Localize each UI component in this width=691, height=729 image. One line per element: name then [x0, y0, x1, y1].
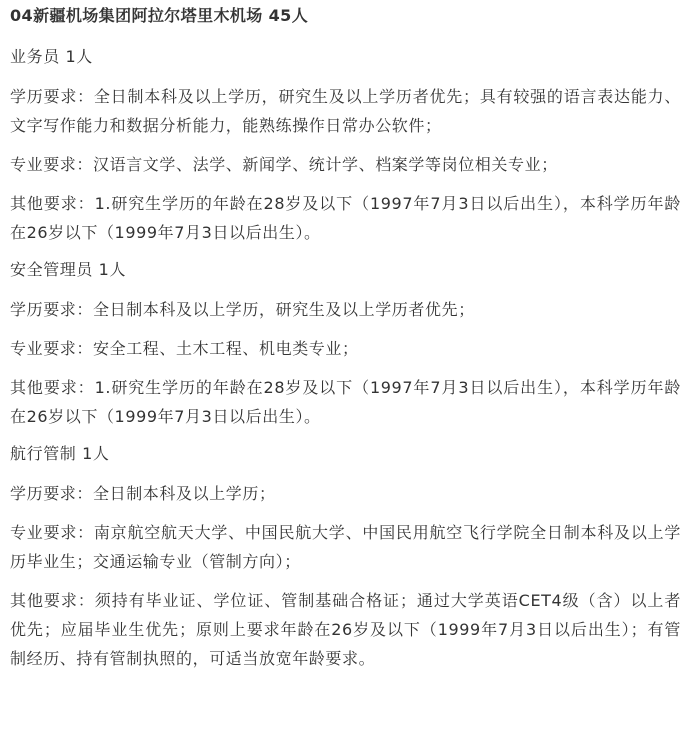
education-requirement: 学历要求：全日制本科及以上学历，研究生及以上学历者优先； [10, 300, 475, 319]
position-section-atc [10, 431, 681, 673]
position-title: 安全管理员 1人 [10, 260, 127, 279]
other-requirement: 其他要求：1.研究生学历的年龄在28岁及以下（1997年7月3日以后出生），本科学历年龄在26岁以下（1999年7月3日以后出生）。 [10, 194, 681, 242]
education-requirement: 学历要求：全日制本科及以上学历，研究生及以上学历者优先；具有较强的语言表达能力、文字写作能力和数据分析能力，能熟练操作日常办公软件； [10, 87, 681, 135]
major-requirement: 专业要求：南京航空航天大学、中国民航大学、中国民用航空飞行学院全日制本科及以上学历毕业生；交通运输专业（管制方向）； [10, 523, 681, 571]
position-title: 业务员 1人 [10, 47, 93, 66]
other-requirement: 其他要求：须持有毕业证、学位证、管制基础合格证；通过大学英语CET4级（含）以上者优先；应届毕业生优先；原则上要求年龄在26岁及以下（1999年7月3日以后出生）；有管制经历、持有管制执照的，可适当放宽年龄要求。 [10, 591, 681, 668]
education-requirement: 学历要求：全日制本科及以上学历； [10, 484, 276, 503]
position-section-business [10, 34, 681, 247]
major-requirement: 专业要求：汉语言文学、法学、新闻学、统计学、档案学等岗位相关专业； [10, 155, 558, 174]
position-title: 航行管制 1人 [10, 444, 110, 463]
position-section-safety [10, 247, 681, 431]
page-title: 04新疆机场集团阿拉尔塔里木机场 45人 [10, 6, 309, 25]
major-requirement: 专业要求：安全工程、土木工程、机电类专业； [10, 339, 359, 358]
other-requirement: 其他要求：1.研究生学历的年龄在28岁及以下（1997年7月3日以后出生），本科学历年龄在26岁以下（1999年7月3日以后出生）。 [10, 378, 681, 426]
